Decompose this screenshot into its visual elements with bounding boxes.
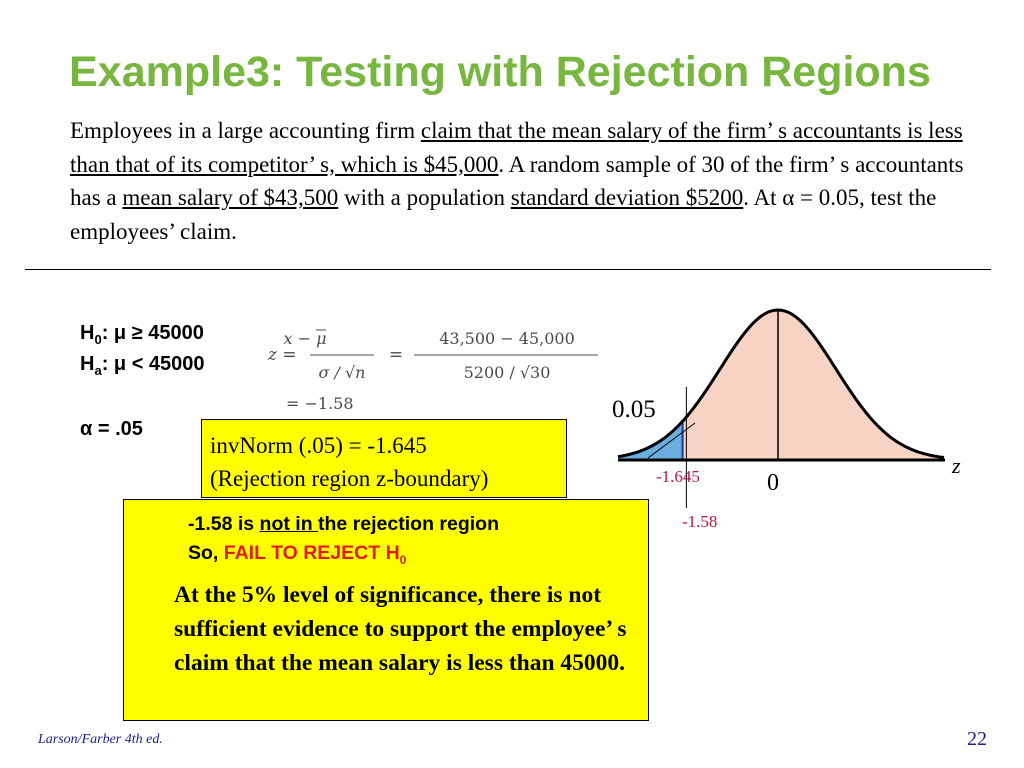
intro-claim: claim that the mean salary of the firm’ s accountants is less than that of its competitor’ s, which is $45,000 [70, 118, 963, 177]
h0-label: H [80, 322, 95, 344]
page-number: 22 [967, 728, 987, 750]
conclusion-text: At the 5% level of significance, there is not sufficient evidence to support the employee’ s claim that the mean salary is less than 45000. [174, 582, 627, 676]
zero-label: 0 [767, 470, 779, 496]
intro-text-3: with a population [338, 185, 511, 210]
significance-level: α = .05 [80, 418, 143, 440]
result-line-1 [188, 513, 499, 536]
h0-statement: : μ ≥ 45000 [101, 322, 204, 344]
problem-statement [70, 114, 970, 248]
result-text-a: -1.58 is [188, 513, 260, 535]
footer-citation: Larson/Farber 4th ed. [38, 732, 163, 747]
decision-subscript: 0 [399, 552, 407, 567]
invnorm-line-2: (Rejection region z-boundary) [210, 466, 489, 491]
result-so: So, [188, 542, 224, 564]
h0-subscript: 0 [94, 332, 102, 347]
alternative-hypothesis [80, 353, 205, 378]
test-statistic-label: -1.58 [682, 512, 718, 531]
ha-statement: : μ < 45000 [101, 353, 205, 375]
result-text-c: the rejection region [318, 513, 499, 535]
invnorm-box [201, 419, 567, 498]
formula-den-values: 5200 / √30 [463, 363, 551, 382]
ha-label: H [80, 353, 95, 375]
result-not-in: not in [259, 513, 319, 535]
formula-equals: = [388, 345, 404, 365]
normal-curve-diagram [600, 290, 1000, 550]
critical-value-label: -1.645 [656, 467, 700, 486]
null-hypothesis [80, 322, 204, 347]
intro-text-2: . A random sample of 30 of the firm’ s accountants has a [70, 151, 964, 210]
formula-num-symbol: x − μ [283, 329, 327, 348]
z-formula [262, 322, 612, 422]
formula-den-symbol: σ / √n [318, 363, 366, 382]
area-label: 0.05 [612, 396, 656, 423]
intro-text-1: Employees in a large accounting firm [70, 118, 421, 143]
ha-subscript: a [94, 363, 102, 378]
z-axis-label: z [952, 453, 961, 478]
invnorm-line-1: invNorm (.05) = -1.645 [210, 433, 427, 458]
formula-result: = −1.58 [286, 394, 354, 413]
slide-title: Example3: Testing with Rejection Regions [69, 48, 931, 96]
intro-std-dev: standard deviation $5200 [510, 185, 744, 210]
formula-num-values: 43,500 − 45,000 [439, 329, 575, 348]
divider-line [25, 269, 991, 270]
decision-text: FAIL TO REJECT H [223, 542, 400, 564]
intro-text-4: . At α = 0.05, test the employees’ claim. [70, 185, 937, 244]
formula-lhs: z = [268, 345, 297, 365]
result-line-2 [188, 542, 406, 567]
intro-sample-mean: mean salary of $43,500 [122, 185, 339, 210]
